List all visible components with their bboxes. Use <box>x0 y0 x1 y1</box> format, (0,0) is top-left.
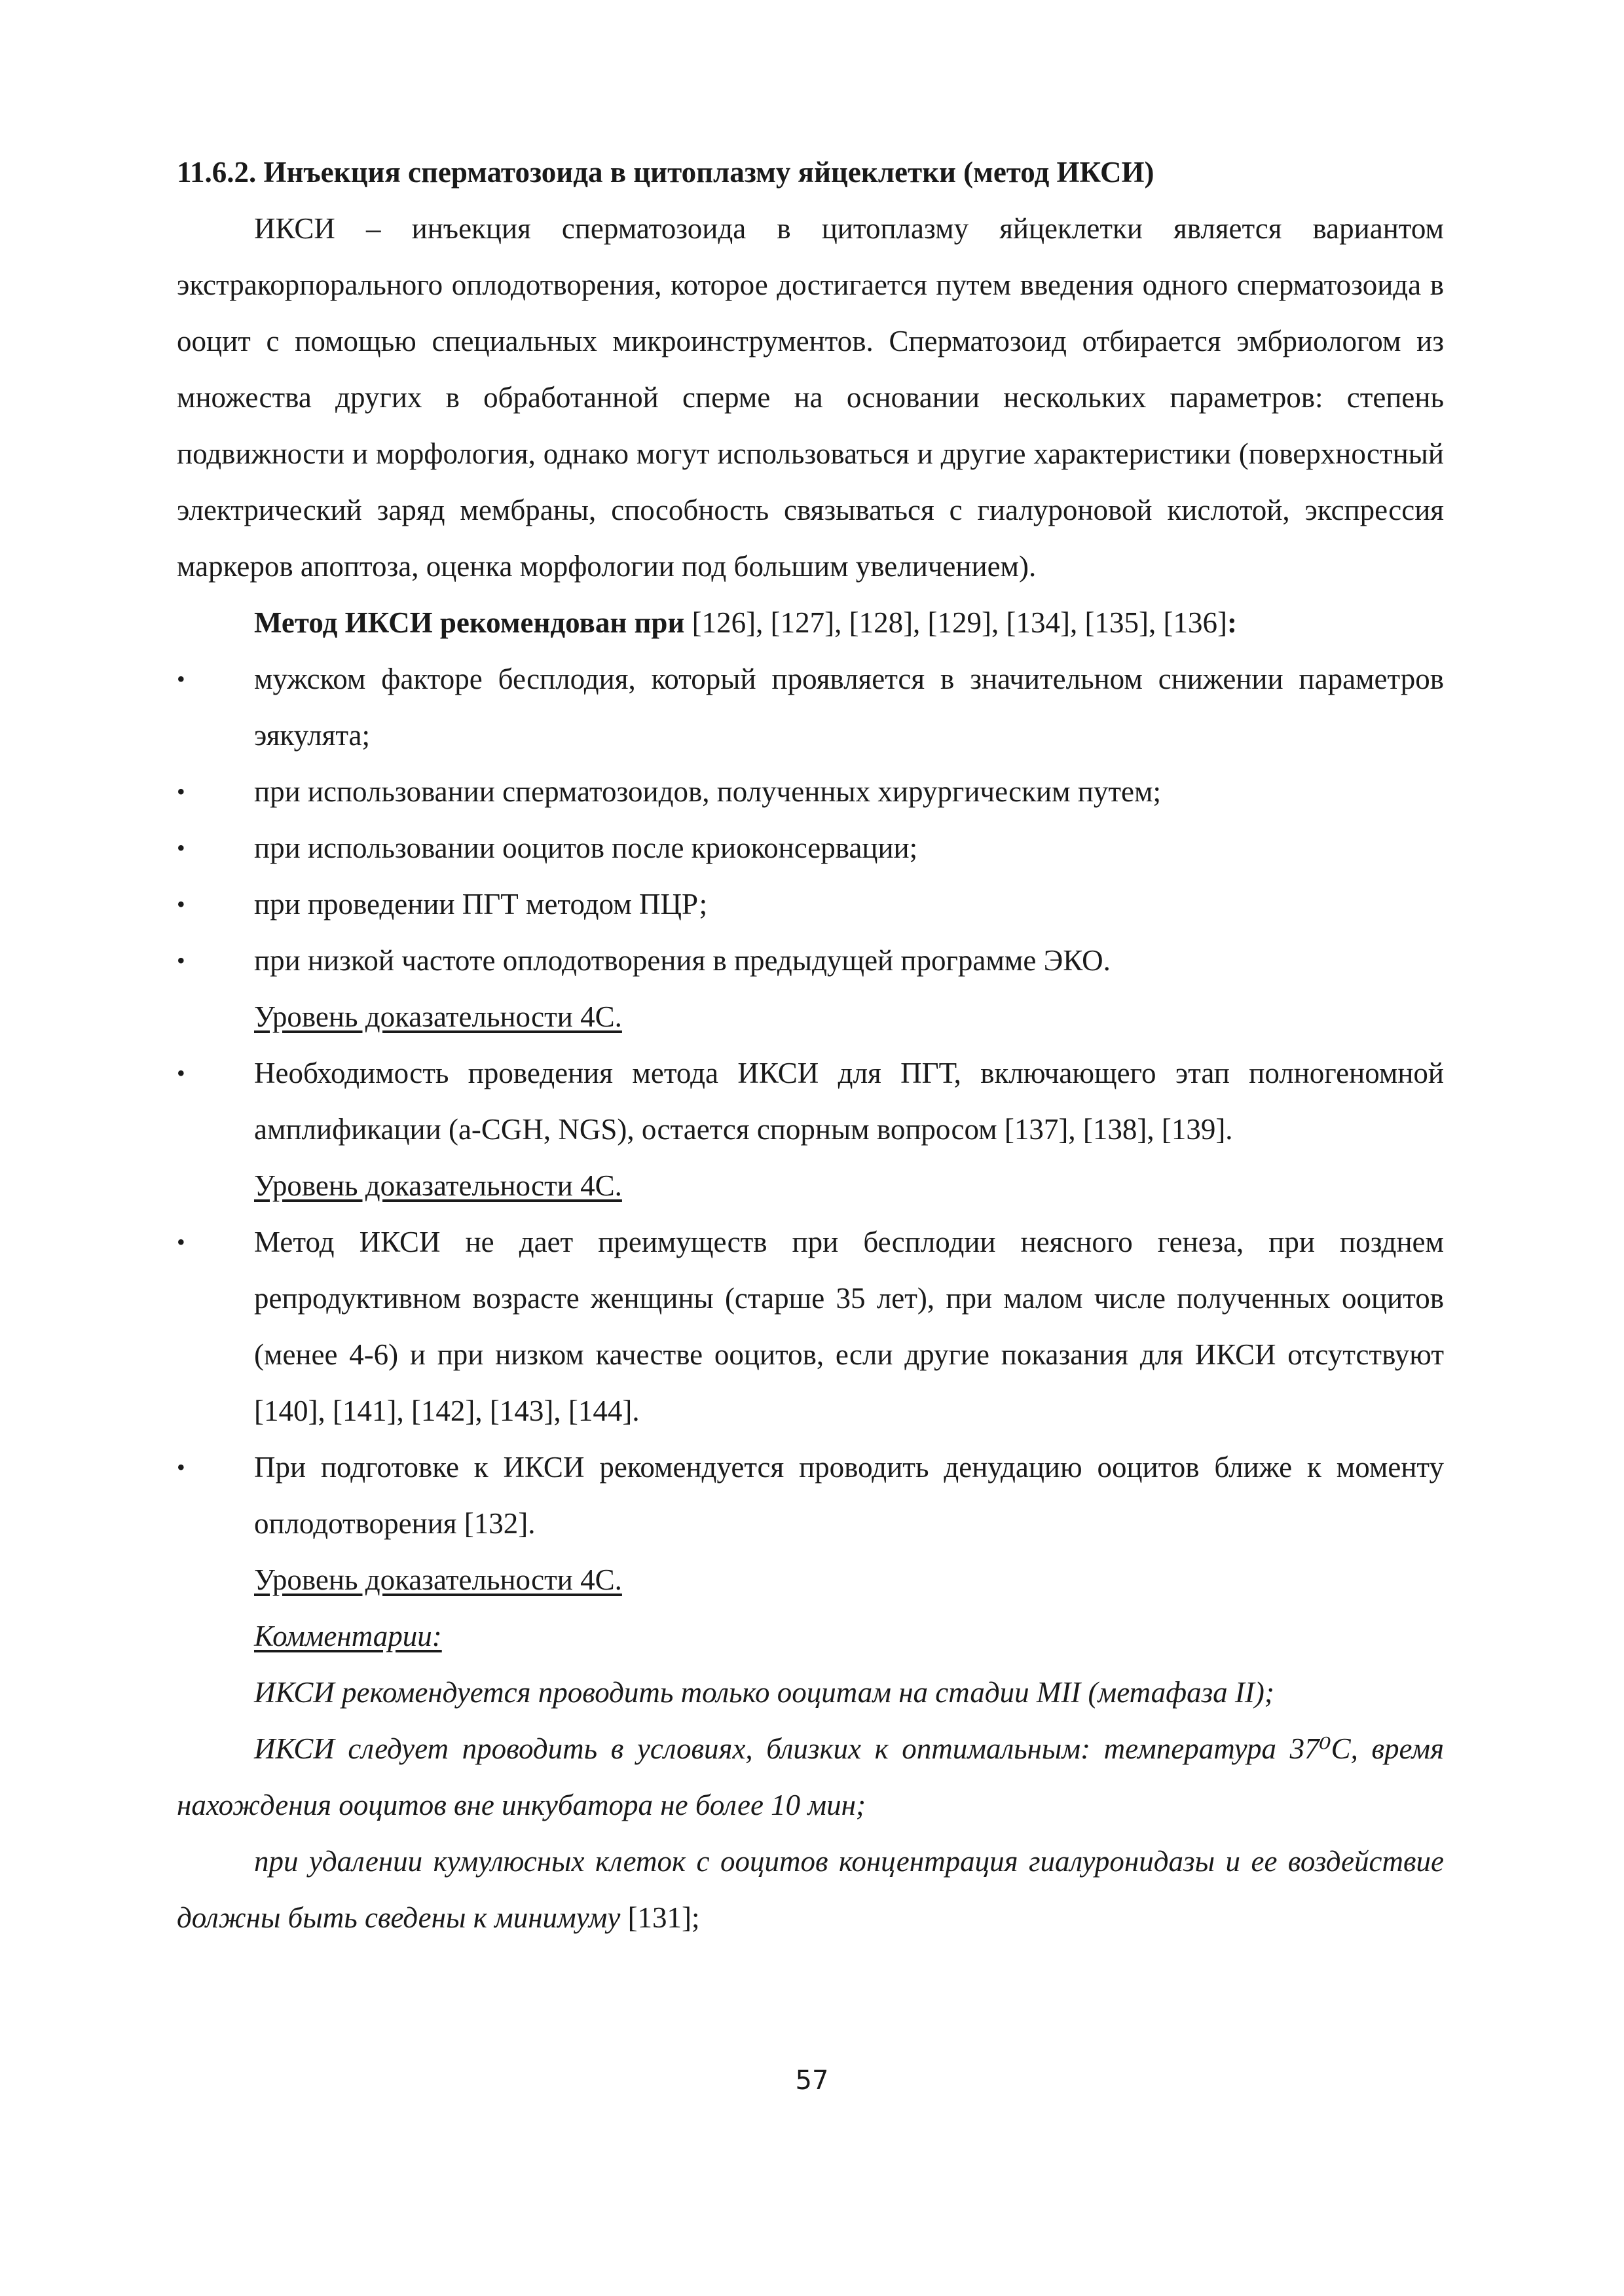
bullet-icon: • <box>177 891 185 917</box>
list-item: • мужском факторе бесплодия, который проявляется в значительном снижении параметров эякулята; <box>177 651 1444 763</box>
evidence-level: Уровень доказательности 4С. <box>254 1169 622 1202</box>
recommendation-refs: [126], [127], [128], [129], [134], [135], [136] <box>684 606 1227 639</box>
recommendation-colon: : <box>1227 606 1237 639</box>
bullet-icon: • <box>177 947 185 974</box>
comment-ref: [131]; <box>620 1901 700 1934</box>
pgt-list <box>177 1045 1444 1157</box>
bullet-icon: • <box>177 835 185 861</box>
bullet-icon: • <box>177 1454 185 1480</box>
evidence-level: Уровень доказательности 4С. <box>254 1563 622 1596</box>
comment-paragraph: при удалении кумулюсных клеток с ооцитов концентрация гиалуронидазы и ее воздействие должны быть сведены к минимуму [131]; <box>177 1845 1444 1934</box>
list-item: • Необходимость проведения метода ИКСИ для ПГТ, включающего этап полногеномной амплификации (a-CGH, NGS), остается спорным вопросом [137], [138], [139]. <box>177 1045 1444 1157</box>
section-heading: 11.6.2. Инъекция сперматозоида в цитоплазму яйцеклетки (метод ИКСИ) <box>177 156 1154 189</box>
comment-paragraph: ИКСИ следует проводить в условиях, близких к оптимальным: температура 37⁰С, время нахождения ооцитов вне инкубатора не более 10 мин; <box>177 1732 1444 1821</box>
notes-list <box>177 1214 1444 1552</box>
document-page <box>177 144 1444 1946</box>
bullet-icon: • <box>177 666 185 692</box>
list-item: • При подготовке к ИКСИ рекомендуется проводить денудацию ооцитов ближе к моменту оплодотворения [132]. <box>177 1439 1444 1552</box>
list-item: • при проведении ПГТ методом ПЦР; <box>177 876 1444 932</box>
bullet-icon: • <box>177 1060 185 1086</box>
list-item: • при использовании ооцитов после криоконсервации; <box>177 820 1444 876</box>
intro-paragraph: ИКСИ – инъекция сперматозоида в цитоплазму яйцеклетки является вариантом экстракорпорального оплодотворения, которое достигается путем введения одного сперматозоида в ооцит с помощью специальных микроинструментов. Сперматозоид отбирается эмбриологом из множества других в обработанной сперме на основании нескольких параметров: степень подвижности и морфология, однако могут использоваться и другие характеристики (поверхностный электрический заряд мембраны, способность связываться с гиалуроновой кислотой, экспрессия маркеров апоптоза, оценка морфологии под большим увеличением). <box>177 212 1444 583</box>
recommendation-lead: Метод ИКСИ рекомендован при <box>254 606 685 639</box>
page-number: 57 <box>795 2066 829 2096</box>
recommendation-paragraph <box>177 594 1444 651</box>
bullet-icon: • <box>177 1229 185 1255</box>
indications-list <box>177 651 1444 989</box>
evidence-level: Уровень доказательности 4С. <box>254 1000 622 1033</box>
list-item: • при использовании сперматозоидов, полученных хирургическим путем; <box>177 763 1444 820</box>
comments-label: Комментарии: <box>254 1620 442 1652</box>
list-item: • Метод ИКСИ не дает преимуществ при бесплодии неясного генеза, при позднем репродуктивном возрасте женщины (старше 35 лет), при малом числе полученных ооцитов (менее 4-6) и при низком качестве ооцитов, если другие показания для ИКСИ отсутствуют [140], [141], [142], [143], [144]. <box>177 1214 1444 1439</box>
bullet-icon: • <box>177 778 185 805</box>
comment-paragraph: ИКСИ рекомендуется проводить только ооцитам на стадии MII (метафаза II); <box>254 1676 1274 1709</box>
list-item: • при низкой частоте оплодотворения в предыдущей программе ЭКО. <box>177 932 1444 989</box>
